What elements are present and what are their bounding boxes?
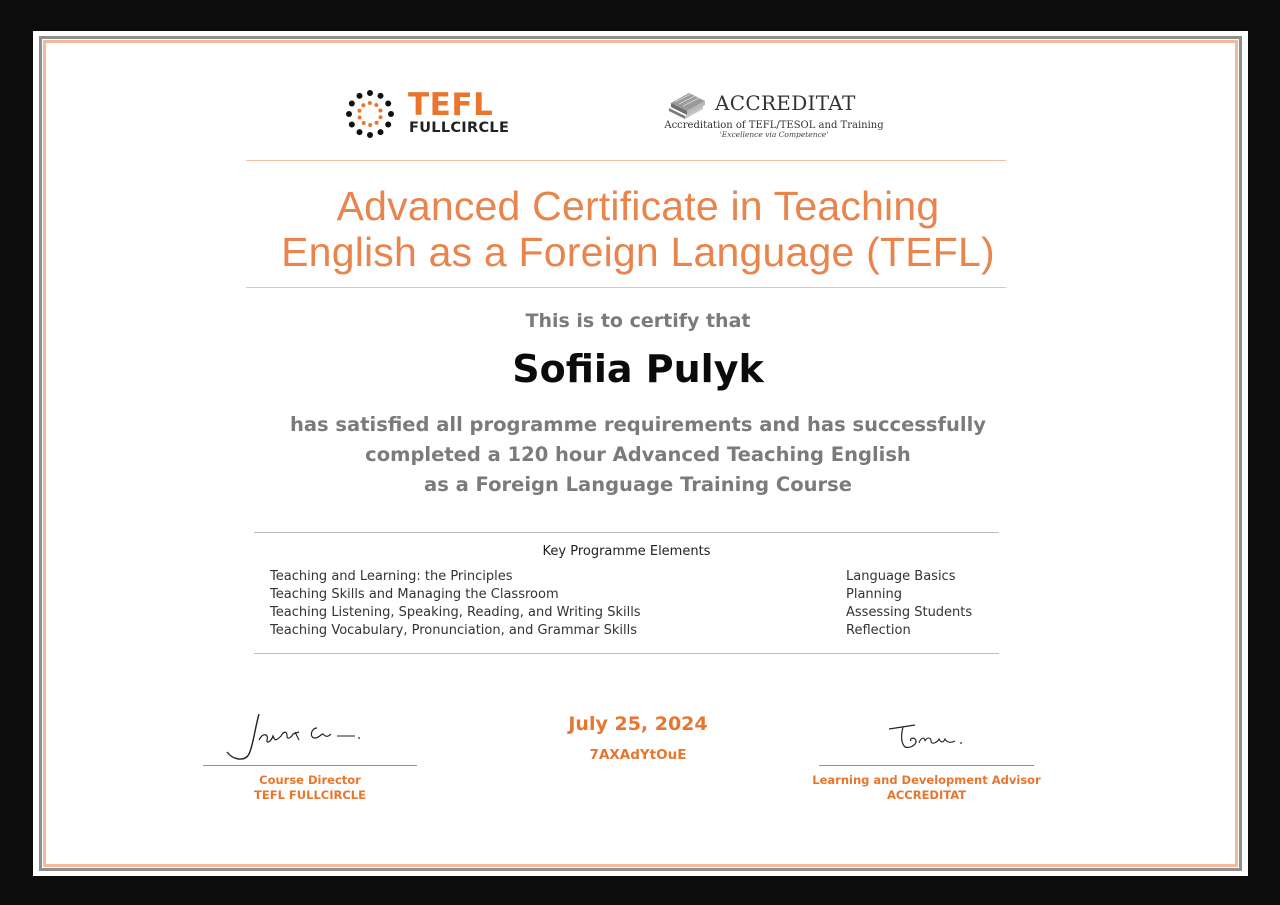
completion-statement (213, 410, 1063, 500)
circle-of-dots-icon (345, 89, 395, 139)
programme-element: Assessing Students (846, 605, 973, 620)
completion-line2: completed a 120 hour Advanced Teaching English (365, 443, 911, 466)
completion-line1: has satisfied all programme requirements and has successfully (290, 413, 986, 436)
right-signatory-role: Learning and Development Advisor (812, 773, 1041, 787)
certificate-code: 7AXAdYtOuE (589, 747, 687, 763)
right-signatory-org: ACCREDITAT (886, 788, 967, 802)
certificate-title-line1: Advanced Certificate in Teaching (336, 183, 940, 229)
programme-element: Planning (846, 587, 902, 602)
signature-line-left (203, 765, 417, 766)
programme-element: Teaching and Learning: the Principles (270, 569, 513, 584)
programme-element: Teaching Listening, Speaking, Reading, and Writing Skills (270, 605, 641, 620)
tefl-logo-word: TEFL (408, 87, 494, 123)
programme-element: Teaching Vocabulary, Pronunciation, and Grammar Skills (270, 623, 638, 638)
programme-elements-left (270, 568, 790, 640)
course-director-signature (219, 706, 379, 766)
certificate-sheet (33, 31, 1248, 876)
divider-programme-top (254, 532, 999, 533)
accreditat-logo-tagline: 'Excellence via Competence' (719, 130, 829, 139)
left-signatory-org: TEFL FULLCIRCLE (254, 788, 366, 802)
accreditat-logo (659, 89, 889, 141)
certify-statement: This is to certify that (525, 310, 751, 332)
programme-heading: Key Programme Elements (542, 544, 711, 559)
divider-programme-bottom (254, 653, 999, 654)
tefl-logo-subword: FULLCIRCLE (409, 120, 510, 136)
completion-line3: as a Foreign Language Training Course (424, 473, 852, 496)
accreditat-logo-word: ACCREDITAT (715, 91, 856, 115)
programme-element: Reflection (846, 623, 911, 638)
issue-date: July 25, 2024 (568, 713, 708, 735)
divider-title-bottom (246, 287, 1006, 288)
left-signatory-role: Course Director (259, 773, 361, 787)
programme-element: Teaching Skills and Managing the Classroom (270, 587, 559, 602)
accreditat-logo-subtitle: Accreditation of TEFL/TESOL and Training (664, 120, 884, 131)
certificate-title-line2: English as a Foreign Language (TEFL) (281, 229, 995, 275)
tefl-fullcircle-logo (345, 89, 525, 139)
programme-element: Language Basics (846, 569, 956, 584)
certificate-title (243, 183, 1033, 275)
advisor-signature (885, 719, 975, 755)
recipient-name: Sofiia Pulyk (512, 347, 764, 391)
divider-top (246, 160, 1006, 161)
programme-elements-right (846, 568, 1006, 640)
signature-line-right (819, 765, 1034, 766)
stacked-books-icon (667, 89, 709, 121)
